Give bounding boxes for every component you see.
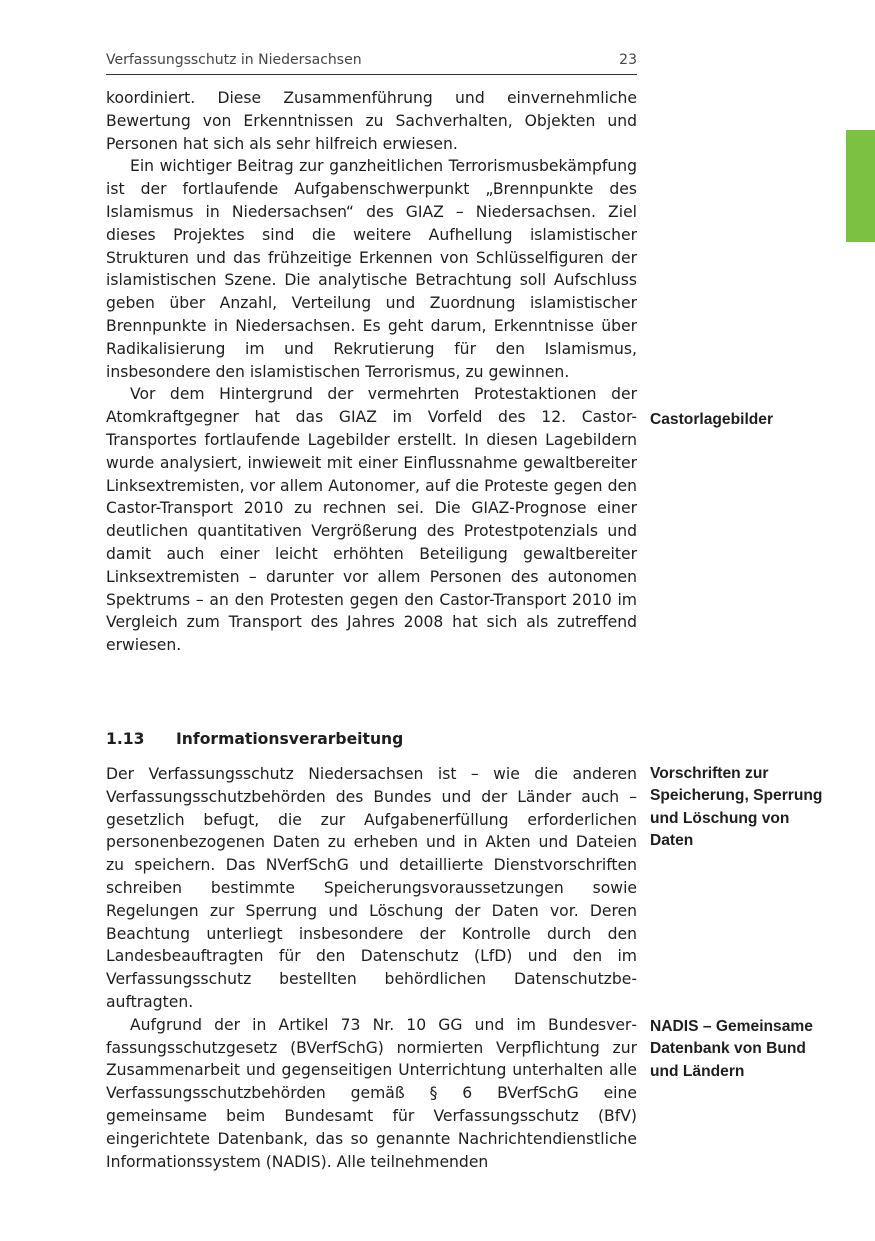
body-text-block-1 (106, 87, 637, 657)
section-number: 1.13 (106, 730, 145, 748)
section-title: Informationsverarbeitung (176, 730, 404, 748)
margin-note-vorschriften: Vorschriften zur Speicherung, Sperrung und Löschung von Daten (650, 765, 823, 850)
paragraph-castor: Vor dem Hintergrund der vermehrten Protestaktionen der Atomkraftgegner hat das GIAZ im Vorfeld des 12. Castor-Transportes fortlaufende Lagebilder erstellt. In diesen Lagebildern wurde analysiert, inwieweit mit einer Einflussnahme gewaltbereiter Linksextremisten, vor allem Autonomer, auf die Proteste gegen den Castor-Transport 2010 zu rechnen sei. Die GIAZ-Prognose einer deutlichen quantitativen Vergrößerung des Protestpotenzials und damit auch einer leicht erhöhten Beteiligung gewaltbereiter Linksextremisten – darunter vor allem Personen des autonomen Spektrums – an den Protesten gegen den Castor-Transport 2010 im Vergleich zum Transport des Jahres 2008 hat sich als zutreffend erwiesen. (106, 385, 637, 655)
body-text-block-2 (106, 763, 637, 1173)
page-header (106, 52, 637, 75)
margin-note-nadis: NADIS – Gemeinsame Datenbank von Bund und Ländern (650, 1018, 813, 1080)
paragraph-terrorism: Ein wichtiger Beitrag zur ganzheitlichen Terrorismusbekämpfung ist der fortlaufende Aufgabenschwerpunkt „Brennpunkte des Islamismus in Niedersachsen“ des GIAZ – Niedersachsen. Ziel dieses Projektes sind die weitere Aufhellung islamistischer Strukturen und das frühzeitige Erkennen von Schlüsselfiguren der islamistischen Szene. Die analytische Betrachtung soll Aufschluss geben über Anzahl, Verteilung und Zuordnung islamistischer Brennpunkte in Niedersachsen. Es geht darum, Erkenntnisse über Radikalisierung im und Rekrutierung für den Islamismus, insbesondere den islamistischen Terrorismus, zu gewinnen. (106, 157, 637, 381)
chapter-tab-marker (846, 130, 875, 242)
page-number: 23 (619, 52, 637, 68)
paragraph-continuation: koordiniert. Diese Zusammenführung und einvernehmliche Bewertung von Erkenntnissen zu Sachverhalten, Objekten und Personen hat sich als sehr hilfreich erwiesen. (106, 89, 637, 153)
margin-note-castor: Castorlagebilder (650, 411, 774, 428)
running-title: Verfassungsschutz in Niedersachsen (106, 52, 362, 68)
section-heading (106, 728, 637, 750)
paragraph-data-storage: Der Verfassungsschutz Niedersachsen ist – wie die anderen Verfassungsschutzbehörden des Bundes und der Länder auch – gesetzlich befugt, die zur Aufgabenerfüllung erforderlichen personenbezogenen Daten zu erheben und in Akten und Dateien zu speichern. Das NVerfSchG und detaillierte Dienstvorschriften schreiben bestimmte Speicherungsvoraussetzungen sowie Regelungen zur Sperrung und Löschung der Daten vor. Deren Beachtung unterliegt insbesondere der Kontrolle durch den Landesbeauftragten für den Datenschutz (LfD) und den im Verfassungsschutz bestellten behördlichen Datenschutzbeauftragten. (106, 765, 637, 1011)
paragraph-nadis: Aufgrund der in Artikel 73 Nr. 10 GG und im Bundesverfassungsschutzgesetz (BVerfSchG) normierten Verpflichtung zur Zusammenarbeit und gegenseitigen Unterrichtung unterhalten alle Verfassungsschutzbehörden gemäß § 6 BVerfSchG eine gemeinsame beim Bundesamt für Verfassungsschutz (BfV) eingerichtete Datenbank, das so genannte Nachrichtendienstliche Informationssystem (NADIS). Alle teilnehmenden (106, 1015, 637, 1171)
